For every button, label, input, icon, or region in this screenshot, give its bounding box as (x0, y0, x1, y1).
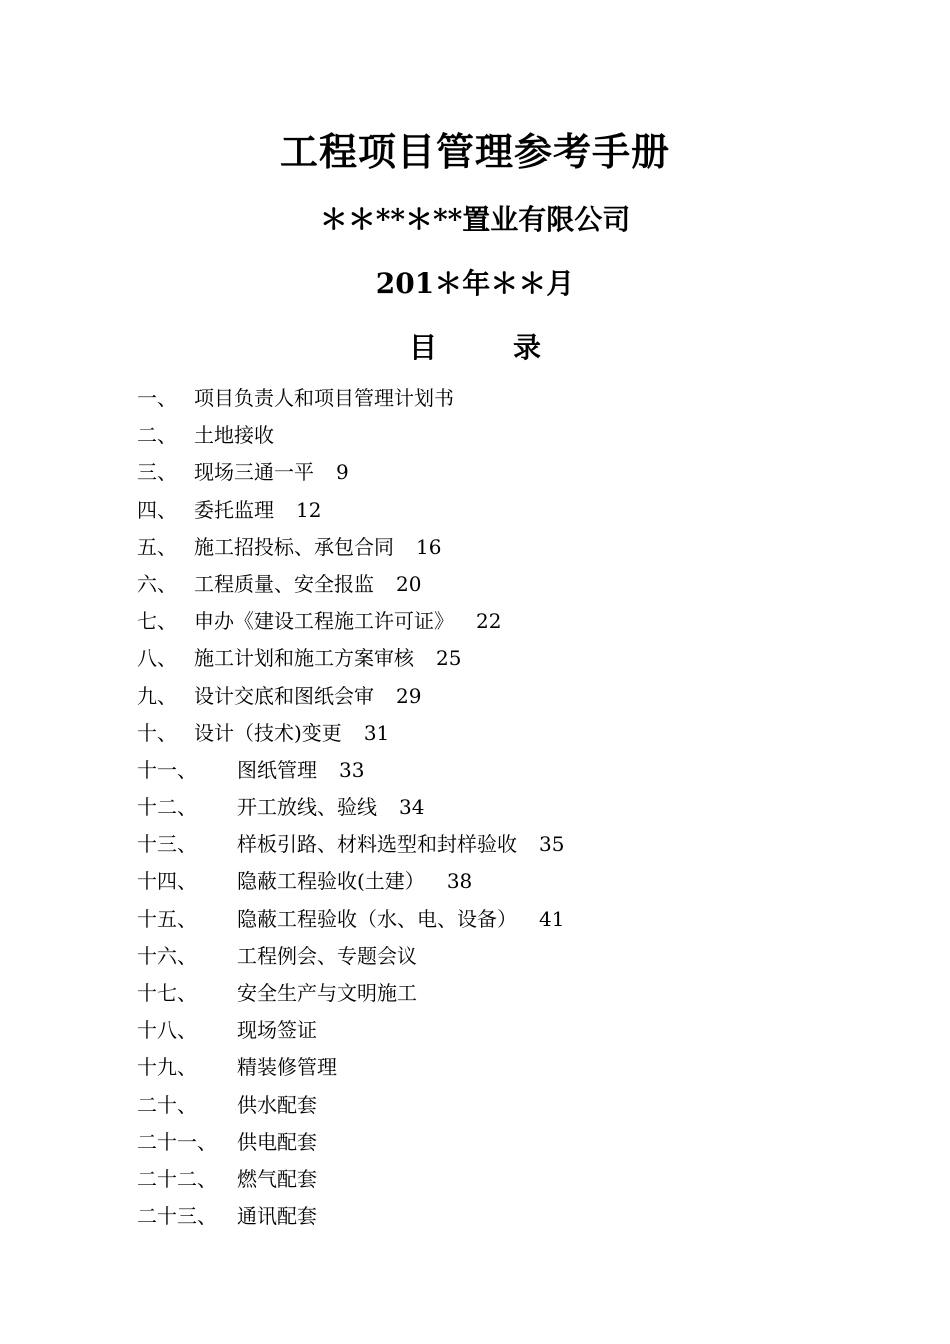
toc-entry-number: 六、 (137, 571, 177, 596)
toc-entry[interactable] (137, 1124, 857, 1161)
toc-entry-page: 25 (436, 646, 462, 671)
toc-entry-page: 22 (476, 609, 502, 634)
toc-entry-page: 33 (339, 757, 365, 782)
toc-entry[interactable] (137, 529, 857, 566)
toc-entry-number: 五、 (137, 534, 177, 559)
toc-entry-label: 燃气配套 (237, 1166, 317, 1191)
toc-entry[interactable] (137, 380, 857, 417)
toc-entry-number: 四、 (137, 497, 177, 522)
document-date: 201＊年＊＊月 (375, 267, 575, 300)
toc-entry[interactable] (137, 863, 857, 900)
toc-entry-number: 二十二、 (137, 1166, 217, 1191)
toc-entry[interactable] (137, 640, 857, 677)
toc-entry-number: 十九、 (137, 1055, 197, 1080)
toc-entry[interactable] (137, 492, 857, 529)
toc-entry-page: 31 (363, 720, 390, 745)
toc-entry-page: 9 (336, 460, 349, 485)
toc-entry-label: 施工计划和施工方案审核 (194, 646, 414, 671)
toc-entry-number: 二十一、 (137, 1129, 217, 1154)
toc-entry-number: 十六、 (137, 943, 197, 968)
toc-entry-page: 12 (296, 497, 322, 522)
toc-entry-label: 供电配套 (237, 1129, 317, 1154)
toc-entry[interactable] (137, 752, 857, 789)
toc-entry-label: 通讯配套 (237, 1204, 317, 1229)
toc-entry-label: 隐蔽工程验收（水、电、设备） (237, 906, 517, 931)
toc-entry-number: 十三、 (137, 832, 197, 857)
toc-entry-label: 隐蔽工程验收(土建） (237, 869, 425, 894)
toc-entry-label: 申办《建设工程施工许可证》 (194, 609, 454, 634)
toc-entry[interactable] (137, 1087, 857, 1124)
toc-entry[interactable] (137, 901, 857, 938)
toc-entry-label: 施工招投标、承包合同 (194, 534, 394, 559)
toc-entry[interactable] (137, 1012, 857, 1049)
toc-entry[interactable] (137, 1198, 857, 1235)
toc-entry-label: 项目负责人和项目管理计划书 (194, 386, 454, 410)
toc-entry-label: 土地接收 (194, 423, 274, 448)
toc-entry-label: 工程质量、安全报监 (194, 571, 374, 596)
toc-entry-label: 图纸管理 (237, 757, 317, 782)
toc-entry-page: 41 (539, 906, 565, 931)
toc-entry-number: 三、 (137, 460, 177, 485)
company-name: ＊＊**＊**置业有限公司 (319, 203, 631, 236)
toc-entry-label: 安全生产与文明施工 (237, 981, 417, 1005)
toc-entry-label: 现场签证 (237, 1018, 317, 1043)
toc-entry-page: 29 (396, 683, 422, 708)
toc-entry-page: 16 (416, 534, 442, 559)
toc-entry-number: 七、 (137, 609, 177, 634)
toc-entry-number: 十四、 (137, 869, 197, 894)
toc-entry-label: 精装修管理 (237, 1055, 337, 1080)
toc-entry-number: 十、 (137, 720, 177, 745)
toc-entry[interactable] (137, 417, 857, 454)
toc-entry-number: 十七、 (137, 981, 197, 1005)
toc-entry-number: 八、 (137, 646, 177, 671)
toc-entry-number: 十二、 (137, 795, 197, 820)
toc-entry[interactable] (137, 938, 857, 975)
toc-entry-number: 九、 (137, 683, 177, 708)
toc-entry-page: 20 (396, 571, 422, 596)
toc-entry-number: 二十三、 (137, 1204, 217, 1229)
toc-entry-label: 样板引路、材料选型和封样验收 (237, 832, 517, 857)
toc-entry-label: 供水配套 (237, 1092, 317, 1117)
toc-entry[interactable] (137, 678, 857, 715)
toc-entry-label: 设计（技术)变更 (194, 720, 342, 745)
toc-entry-number: 二、 (137, 423, 177, 448)
toc-entry[interactable] (137, 1161, 857, 1198)
document-title: 工程项目管理参考手册 (279, 129, 670, 174)
toc-entry-page: 38 (446, 869, 473, 894)
toc-entry-page: 35 (539, 832, 565, 857)
toc-entry[interactable] (137, 454, 857, 491)
toc-entry[interactable] (137, 1049, 857, 1086)
toc-entry-label: 设计交底和图纸会审 (194, 683, 374, 708)
toc-entry[interactable] (137, 975, 857, 1012)
toc-entry[interactable] (137, 715, 857, 752)
toc-heading-right: 录 (513, 331, 542, 364)
table-of-contents (137, 380, 857, 1235)
toc-entry-number: 十八、 (137, 1018, 197, 1043)
toc-entry-number: 二十、 (137, 1092, 197, 1117)
toc-entry-number: 十一、 (137, 757, 197, 782)
toc-heading (0, 326, 950, 370)
toc-heading-left: 目 (408, 331, 437, 364)
toc-entry-label: 工程例会、专题会议 (237, 943, 417, 968)
toc-entry[interactable] (137, 826, 857, 863)
toc-entry[interactable] (137, 566, 857, 603)
toc-entry[interactable] (137, 789, 857, 826)
toc-entry-label: 委托监理 (194, 497, 274, 522)
toc-entry-page: 34 (399, 795, 425, 820)
toc-entry-label: 开工放线、验线 (237, 795, 377, 820)
toc-entry-label: 现场三通一平 (194, 460, 314, 485)
toc-entry[interactable] (137, 603, 857, 640)
toc-entry-number: 一、 (137, 386, 177, 410)
toc-entry-number: 十五、 (137, 906, 197, 931)
